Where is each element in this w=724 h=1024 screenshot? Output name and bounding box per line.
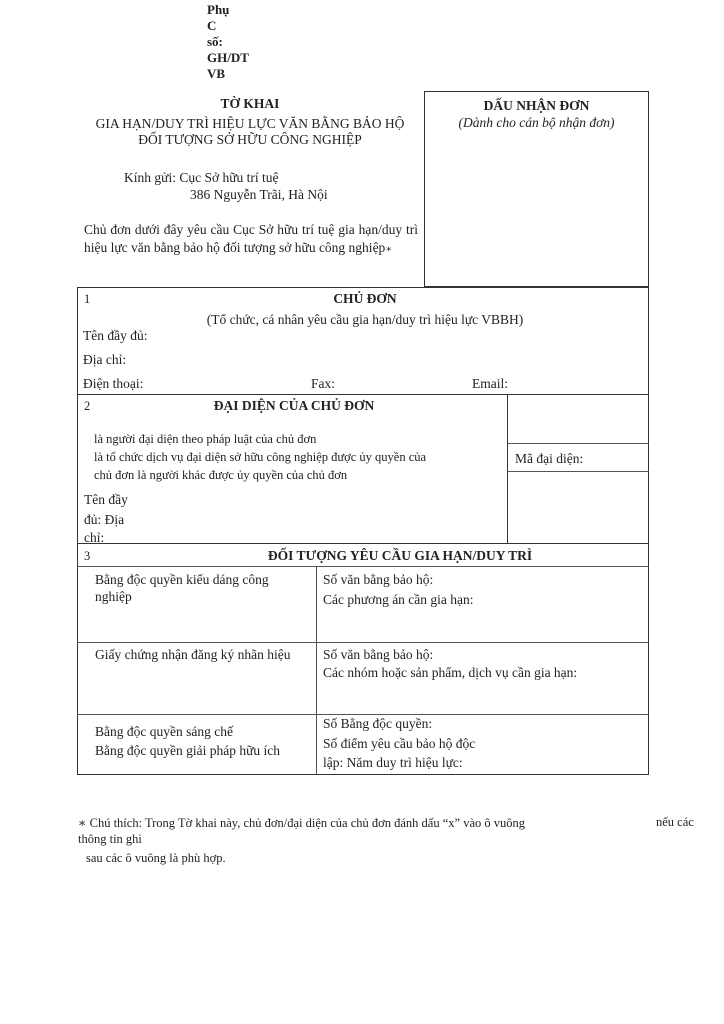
form-code-line: Phụ [207,2,230,17]
row-divider [77,566,649,567]
rep-option-service[interactable]: là tổ chức dịch vụ đại diện sở hữu công nghiệp được ủy quyền của [94,450,427,464]
owner-full-name-label[interactable]: Tên đầy đủ: [83,328,148,343]
request-text [84,221,418,259]
row-divider [77,642,649,643]
patent-number-label[interactable]: Số Bằng độc quyền: [323,716,433,731]
owner-address-label[interactable]: Địa chỉ: [83,352,127,367]
trademark-cert-number-label[interactable]: Số văn bằng bảo hộ: [323,647,434,662]
maintenance-year-label[interactable]: lập: Năm duy trì hiệu lực: [323,755,463,770]
footnote-line-2: thông tin ghi [78,832,142,846]
design-cert-number-label[interactable]: Số văn bằng bảo hộ: [323,572,434,587]
design-options-label[interactable]: Các phương án cần gia hạn: [323,592,474,607]
form-subtitle-2: ĐỐI TƯỢNG SỞ HỮU CÔNG NGHIỆP [138,132,362,147]
form-code-line: VB [207,66,226,81]
form-code [207,2,249,82]
form-subtitle-1: GIA HẠN/DUY TRÌ HIỆU LỰC VĂN BẰNG BẢO HỘ [95,116,405,131]
trademark-cert-option[interactable]: Giấy chứng nhận đăng ký nhãn hiệu [95,647,291,662]
section2-title: ĐẠI DIỆN CỦA CHỦ ĐƠN [213,398,375,413]
form-code-line: C [207,18,217,33]
rep-code-top-line [507,443,649,444]
section2-number: 2 [84,399,91,413]
trademark-classes-label[interactable]: Các nhóm hoặc sản phẩm, dịch vụ cần gia hạn: [323,665,578,680]
design-patent-option-cont: nghiệp [95,589,132,604]
section3-number: 3 [84,549,91,563]
row-divider [77,714,649,715]
rep-code-bottom-line [507,471,649,472]
rep-code-label[interactable]: Mã đại diện: [515,451,584,466]
utility-solution-option[interactable]: Bằng độc quyền giải pháp hữu ích [95,743,281,758]
rep-option-authorized[interactable]: chủ đơn là người khác được ủy quyền của chủ đơn [94,468,348,482]
design-patent-option[interactable]: Bằng độc quyền kiểu dáng công [95,572,269,587]
owner-phone-label[interactable]: Điện thoại: [83,376,144,391]
rep-name-label: đủ: Địa [84,512,125,527]
recipient-address: 386 Nguyễn Trãi, Hà Nội [190,187,328,202]
rep-code-divider [507,394,508,544]
section1-title: CHỦ ĐƠN [333,291,397,306]
request-mark: ∗ [385,244,393,255]
recipient-label: Kính gửi: Cục Sở hữu trí tuệ [124,170,279,185]
stamp-box-note: (Dành cho cán bộ nhận đơn) [458,115,615,130]
footnote-line-3: sau các ô vuông là phù hợp. [86,851,226,865]
form-title: TỜ KHAI [220,96,280,111]
form-code-line: GH/DT [207,50,249,65]
section1-subtitle: (Tổ chức, cá nhân yêu cầu gia hạn/duy trì hiệu lực VBBH) [206,312,524,327]
form-code-line: số: [207,34,223,49]
rep-option-legal[interactable]: là người đại diện theo pháp luật của chủ đơn [94,432,317,446]
footnote-line-1: ∗ Chú thích: Trong Tờ khai này, chủ đơn/đại diện của chủ đơn đánh dấu “x” vào ô vuông [78,816,526,830]
owner-email-label[interactable]: Email: [472,376,508,391]
request-text-body: Chủ đơn dưới đây yêu cầu Cục Sở hữu trí tuệ gia hạn/duy trì hiệu lực văn bằng bảo hộ đối tượng sở hữu công nghiệp [84,222,418,255]
invention-patent-option[interactable]: Bằng độc quyền sáng chế [95,724,233,739]
stamp-box-title: DẤU NHẬN ĐƠN [483,98,590,113]
section1-number: 1 [84,292,91,306]
section-divider [77,394,649,395]
stamp-box [424,91,649,287]
rep-address-label: chỉ: [84,530,105,543]
column-divider [316,566,317,774]
section-divider [77,543,649,544]
form-table [77,287,649,775]
claims-count-label[interactable]: Số điểm yêu cầu bảo hộ độc [323,736,476,751]
rep-name-label: Tên đầy [84,492,128,507]
owner-fax-label[interactable]: Fax: [311,376,336,391]
section3-title: ĐỐI TƯỢNG YÊU CẦU GIA HẠN/DUY TRÌ [267,548,533,563]
footnote-line-1-tail: nếu các [656,815,694,829]
